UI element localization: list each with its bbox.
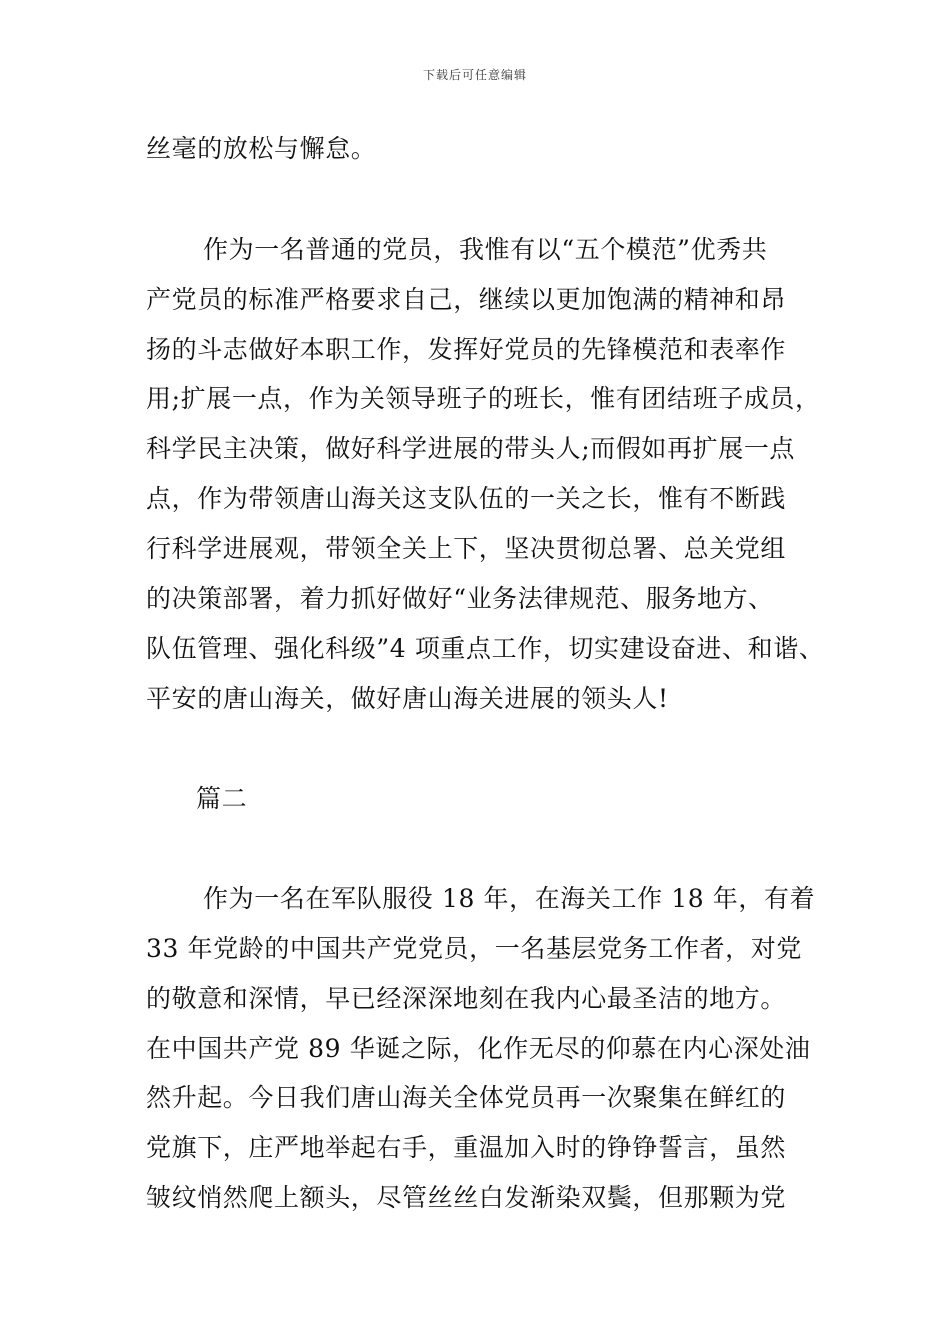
page-header: 下载后可任意编辑	[422, 68, 527, 82]
text-line: 党旗下，庄严地举起右手，重温加入时的铮铮誓言，虽然	[146, 1133, 787, 1162]
section-heading: 篇二	[196, 784, 248, 813]
text-line: 作为一名在军队服役 18 年，在海关工作 18 年，有着	[203, 884, 816, 913]
text-line: 皱纹悄然爬上额头，尽管丝丝白发渐染双鬓，但那颗为党	[146, 1183, 787, 1212]
text-line: 在中国共产党 89 华诞之际，化作无尽的仰慕在内心深处油	[146, 1034, 811, 1063]
text-line: 平安的唐山海关，做好唐山海关进展的领头人!	[146, 684, 669, 713]
text-line: 扬的斗志做好本职工作，发挥好党员的先锋模范和表率作	[146, 335, 787, 364]
text-line: 丝毫的放松与懈怠。	[146, 134, 377, 163]
text-line: 点，作为带领唐山海关这支队伍的一关之长，惟有不断践	[146, 484, 787, 513]
text-line: 作为一名普通的党员，我惟有以“五个模范”优秀共	[203, 235, 768, 264]
text-line: 科学民主决策，做好科学进展的带头人;而假如再扩展一点	[146, 434, 796, 463]
text-line: 然升起。今日我们唐山海关全体党员再一次聚集在鲜红的	[146, 1083, 787, 1112]
text-line: 产党员的标准严格要求自己，继续以更加饱满的精神和昂	[146, 285, 787, 314]
text-line: 33 年党龄的中国共产党党员，一名基层党务工作者，对党	[146, 934, 802, 963]
text-line: 行科学进展观，带领全关上下，坚决贯彻总署、总关党组	[146, 534, 787, 563]
text-line: 用;扩展一点，作为关领导班子的班长，惟有团结班子成员，	[146, 384, 821, 413]
text-line: 队伍管理、强化科级”4 项重点工作，切实建设奋进、和谐、	[146, 634, 825, 663]
text-line: 的敬意和深情，早已经深深地刻在我内心最圣洁的地方。	[146, 984, 787, 1013]
text-line: 的决策部署，着力抓好做好“业务法律规范、服务地方、	[146, 584, 774, 613]
